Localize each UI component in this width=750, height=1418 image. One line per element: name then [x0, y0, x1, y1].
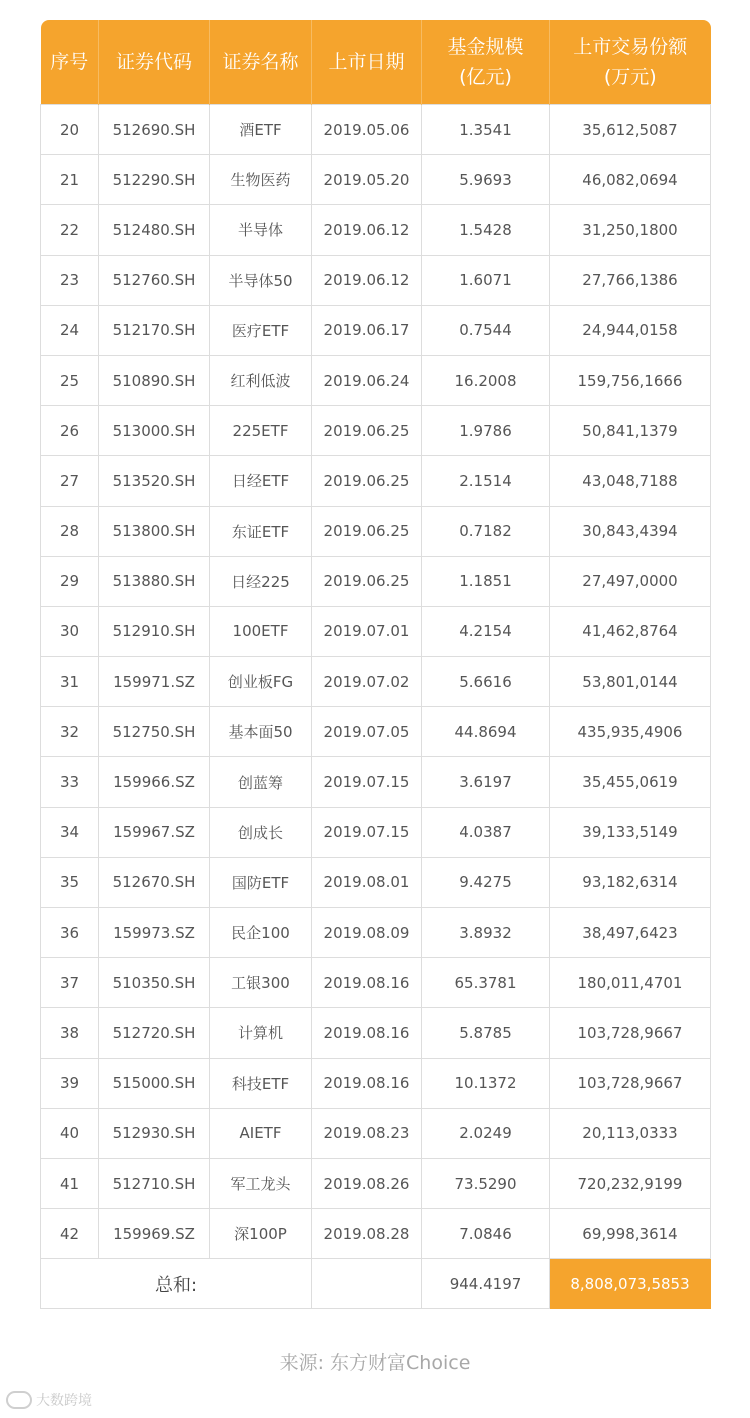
cell-index: 24 — [41, 305, 99, 355]
cell-trading-shares: 180,011,4701 — [550, 958, 711, 1008]
cell-security-code: 510350.SH — [99, 958, 210, 1008]
cell-trading-shares: 43,048,7188 — [550, 456, 711, 506]
cell-trading-shares: 46,082,0694 — [550, 155, 711, 205]
cell-listing-date: 2019.06.12 — [312, 205, 422, 255]
cell-security-name: 225ETF — [210, 406, 312, 456]
cell-security-name: 科技ETF — [210, 1058, 312, 1108]
table-row — [41, 355, 711, 405]
table-row — [41, 1108, 711, 1158]
cell-trading-shares: 31,250,1800 — [550, 205, 711, 255]
table-row — [41, 155, 711, 205]
cell-listing-date: 2019.06.25 — [312, 406, 422, 456]
cell-listing-date: 2019.07.15 — [312, 807, 422, 857]
header-security-code: 证券代码 — [99, 20, 210, 105]
cell-listing-date: 2019.08.16 — [312, 1008, 422, 1058]
cell-fund-size: 1.6071 — [422, 255, 550, 305]
cell-listing-date: 2019.08.16 — [312, 958, 422, 1008]
table-row — [41, 205, 711, 255]
cell-index: 41 — [41, 1158, 99, 1208]
cell-index: 20 — [41, 105, 99, 155]
cell-fund-size: 7.0846 — [422, 1209, 550, 1259]
cell-index: 38 — [41, 1008, 99, 1058]
cell-security-name: AIETF — [210, 1108, 312, 1158]
table-row — [41, 707, 711, 757]
cell-security-name: 日经225 — [210, 556, 312, 606]
cell-security-code: 159969.SZ — [99, 1209, 210, 1259]
cell-fund-size: 4.0387 — [422, 807, 550, 857]
cell-listing-date: 2019.08.23 — [312, 1108, 422, 1158]
watermark-text: 大数跨境 — [36, 1393, 92, 1409]
table-body — [41, 105, 711, 1309]
cell-index: 35 — [41, 857, 99, 907]
table-row — [41, 456, 711, 506]
cell-fund-size: 0.7182 — [422, 506, 550, 556]
cell-fund-size: 3.6197 — [422, 757, 550, 807]
cell-index: 42 — [41, 1209, 99, 1259]
cell-listing-date: 2019.08.09 — [312, 908, 422, 958]
cell-trading-shares: 53,801,0144 — [550, 657, 711, 707]
cell-security-name: 国防ETF — [210, 857, 312, 907]
cell-index: 30 — [41, 606, 99, 656]
etf-listing-table — [40, 20, 711, 1309]
cell-security-name: 酒ETF — [210, 105, 312, 155]
cell-index: 23 — [41, 255, 99, 305]
cell-trading-shares: 69,998,3614 — [550, 1209, 711, 1259]
header-fund-size: 基金规模 (亿元) — [422, 20, 550, 105]
table-header — [41, 20, 711, 105]
cell-trading-shares: 159,756,1666 — [550, 355, 711, 405]
cell-index: 37 — [41, 958, 99, 1008]
table-row — [41, 807, 711, 857]
table-row — [41, 305, 711, 355]
cell-index: 25 — [41, 355, 99, 405]
cell-index: 40 — [41, 1108, 99, 1158]
cell-listing-date: 2019.07.01 — [312, 606, 422, 656]
cell-trading-shares: 35,612,5087 — [550, 105, 711, 155]
header-row — [41, 20, 711, 105]
cell-listing-date: 2019.06.25 — [312, 456, 422, 506]
cell-security-code: 159967.SZ — [99, 807, 210, 857]
total-trading-shares: 8,808,073,5853 — [550, 1259, 711, 1309]
cell-index: 22 — [41, 205, 99, 255]
watermark — [6, 1390, 92, 1410]
table-row — [41, 406, 711, 456]
cell-listing-date: 2019.07.05 — [312, 707, 422, 757]
table-row — [41, 506, 711, 556]
header-security-name: 证券名称 — [210, 20, 312, 105]
cell-security-name: 创业板FG — [210, 657, 312, 707]
cell-security-name: 医疗ETF — [210, 305, 312, 355]
cell-listing-date: 2019.08.01 — [312, 857, 422, 907]
cell-security-name: 100ETF — [210, 606, 312, 656]
cell-security-code: 513520.SH — [99, 456, 210, 506]
cell-listing-date: 2019.07.15 — [312, 757, 422, 807]
header-listing-date: 上市日期 — [312, 20, 422, 105]
cell-trading-shares: 27,497,0000 — [550, 556, 711, 606]
cell-security-name: 半导体 — [210, 205, 312, 255]
cell-trading-shares: 20,113,0333 — [550, 1108, 711, 1158]
table-row — [41, 556, 711, 606]
table-row — [41, 757, 711, 807]
cell-security-code: 159973.SZ — [99, 908, 210, 958]
cell-trading-shares: 38,497,6423 — [550, 908, 711, 958]
cell-listing-date: 2019.06.25 — [312, 506, 422, 556]
cell-listing-date: 2019.06.25 — [312, 556, 422, 606]
cell-fund-size: 2.1514 — [422, 456, 550, 506]
cell-trading-shares: 35,455,0619 — [550, 757, 711, 807]
cell-fund-size: 65.3781 — [422, 958, 550, 1008]
cell-listing-date: 2019.08.26 — [312, 1158, 422, 1208]
cell-security-code: 512930.SH — [99, 1108, 210, 1158]
cell-trading-shares: 30,843,4394 — [550, 506, 711, 556]
cell-security-code: 512710.SH — [99, 1158, 210, 1208]
cell-security-name: 创成长 — [210, 807, 312, 857]
cell-trading-shares: 41,462,8764 — [550, 606, 711, 656]
cell-fund-size: 5.6616 — [422, 657, 550, 707]
cell-index: 32 — [41, 707, 99, 757]
cell-security-name: 计算机 — [210, 1008, 312, 1058]
cell-security-code: 159971.SZ — [99, 657, 210, 707]
cell-fund-size: 5.8785 — [422, 1008, 550, 1058]
cell-security-code: 510890.SH — [99, 355, 210, 405]
cell-security-code: 512170.SH — [99, 305, 210, 355]
table-row — [41, 657, 711, 707]
cell-fund-size: 2.0249 — [422, 1108, 550, 1158]
cell-security-code: 513000.SH — [99, 406, 210, 456]
cell-listing-date: 2019.06.24 — [312, 355, 422, 405]
cell-security-name: 深100P — [210, 1209, 312, 1259]
table-row — [41, 255, 711, 305]
cell-security-name: 半导体50 — [210, 255, 312, 305]
cell-trading-shares: 27,766,1386 — [550, 255, 711, 305]
cell-index: 29 — [41, 556, 99, 606]
cell-trading-shares: 24,944,0158 — [550, 305, 711, 355]
table-row — [41, 1008, 711, 1058]
total-row — [41, 1259, 711, 1309]
cell-security-code: 512480.SH — [99, 205, 210, 255]
header-trading-shares: 上市交易份额 (万元) — [550, 20, 711, 105]
cell-listing-date: 2019.06.12 — [312, 255, 422, 305]
cell-index: 21 — [41, 155, 99, 205]
cell-security-code: 512760.SH — [99, 255, 210, 305]
cell-security-name: 创蓝筹 — [210, 757, 312, 807]
cell-security-name: 军工龙头 — [210, 1158, 312, 1208]
cell-fund-size: 73.5290 — [422, 1158, 550, 1208]
table-row — [41, 105, 711, 155]
cell-listing-date: 2019.05.20 — [312, 155, 422, 205]
table-row — [41, 1209, 711, 1259]
cell-security-name: 生物医药 — [210, 155, 312, 205]
table-row — [41, 606, 711, 656]
cell-security-name: 东证ETF — [210, 506, 312, 556]
cell-fund-size: 1.3541 — [422, 105, 550, 155]
header-index: 序号 — [41, 20, 99, 105]
cell-listing-date: 2019.06.17 — [312, 305, 422, 355]
cell-security-code: 512290.SH — [99, 155, 210, 205]
cell-listing-date: 2019.05.06 — [312, 105, 422, 155]
cell-trading-shares: 50,841,1379 — [550, 406, 711, 456]
cell-fund-size: 44.8694 — [422, 707, 550, 757]
cell-security-code: 513880.SH — [99, 556, 210, 606]
cell-fund-size: 3.8932 — [422, 908, 550, 958]
source-note: 来源: 东方财富Choice — [279, 1352, 471, 1374]
cell-fund-size: 16.2008 — [422, 355, 550, 405]
cell-index: 31 — [41, 657, 99, 707]
cell-trading-shares: 93,182,6314 — [550, 857, 711, 907]
cell-security-name: 红利低波 — [210, 355, 312, 405]
cell-index: 26 — [41, 406, 99, 456]
table-row — [41, 1158, 711, 1208]
cell-listing-date: 2019.07.02 — [312, 657, 422, 707]
cell-trading-shares: 103,728,9667 — [550, 1008, 711, 1058]
cell-security-name: 基本面50 — [210, 707, 312, 757]
watermark-logo-icon — [6, 1391, 32, 1409]
cell-index: 27 — [41, 456, 99, 506]
total-empty-cell — [312, 1259, 422, 1309]
cell-security-code: 513800.SH — [99, 506, 210, 556]
table-row — [41, 958, 711, 1008]
etf-listing-table-container — [40, 20, 710, 1309]
cell-fund-size: 1.9786 — [422, 406, 550, 456]
cell-trading-shares: 39,133,5149 — [550, 807, 711, 857]
cell-trading-shares: 103,728,9667 — [550, 1058, 711, 1108]
cell-fund-size: 1.1851 — [422, 556, 550, 606]
cell-index: 34 — [41, 807, 99, 857]
cell-index: 36 — [41, 908, 99, 958]
cell-security-code: 512670.SH — [99, 857, 210, 907]
cell-fund-size: 10.1372 — [422, 1058, 550, 1108]
cell-index: 39 — [41, 1058, 99, 1108]
total-fund-size: 944.4197 — [422, 1259, 550, 1309]
table-row — [41, 908, 711, 958]
cell-listing-date: 2019.08.28 — [312, 1209, 422, 1259]
cell-security-code: 512910.SH — [99, 606, 210, 656]
cell-security-code: 515000.SH — [99, 1058, 210, 1108]
cell-security-name: 日经ETF — [210, 456, 312, 506]
cell-security-name: 工银300 — [210, 958, 312, 1008]
cell-fund-size: 5.9693 — [422, 155, 550, 205]
cell-index: 28 — [41, 506, 99, 556]
cell-fund-size: 9.4275 — [422, 857, 550, 907]
cell-security-code: 512750.SH — [99, 707, 210, 757]
cell-listing-date: 2019.08.16 — [312, 1058, 422, 1108]
cell-security-name: 民企100 — [210, 908, 312, 958]
cell-fund-size: 0.7544 — [422, 305, 550, 355]
cell-security-code: 512720.SH — [99, 1008, 210, 1058]
cell-security-code: 512690.SH — [99, 105, 210, 155]
cell-fund-size: 1.5428 — [422, 205, 550, 255]
cell-trading-shares: 435,935,4906 — [550, 707, 711, 757]
cell-index: 33 — [41, 757, 99, 807]
table-row — [41, 1058, 711, 1108]
cell-trading-shares: 720,232,9199 — [550, 1158, 711, 1208]
total-label: 总和: — [41, 1259, 312, 1309]
table-row — [41, 857, 711, 907]
cell-security-code: 159966.SZ — [99, 757, 210, 807]
cell-fund-size: 4.2154 — [422, 606, 550, 656]
